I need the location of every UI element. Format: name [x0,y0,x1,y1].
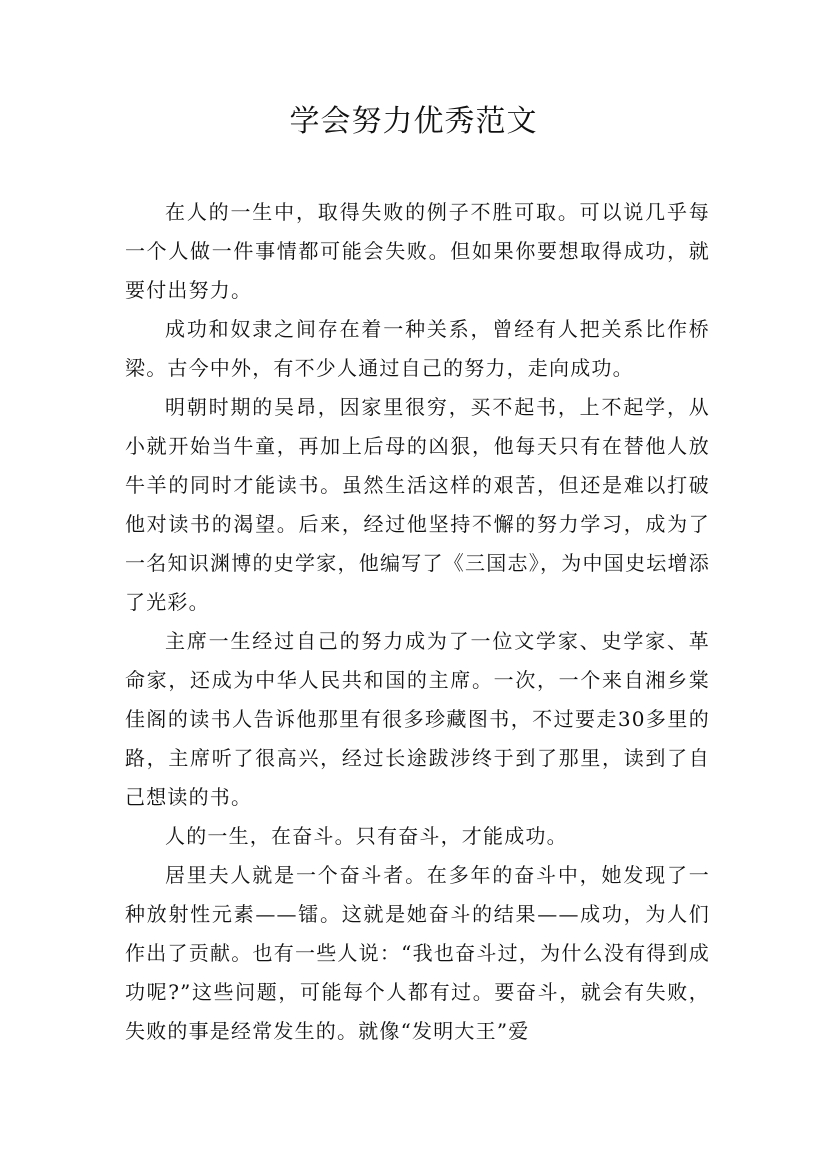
document-body [125,193,710,1051]
paragraph: 明朝时期的吴昂，因家里很穷，买不起书，上不起学，从小就开始当牛童，再加上后母的凶狠，他每天只有在替他人放牛羊的同时才能读书。虽然生活这样的艰苦，但还是难以打破他对读书的渴望。后来，经过他坚持不懈的努力学习，成为了一名知识渊博的史学家，他编写了《三国志》，为中国史坛增添了光彩。 [125,395,710,614]
paragraph: 主席一生经过自己的努力成为了一位文学家、史学家、革命家，还成为中华人民共和国的主席。一次，一个来自湘乡棠佳阁的读书人告诉他那里有很多珍藏图书，不过要走30多里的路，主席听了很高兴，经过长途跋涉终于到了那里，读到了自己想读的书。 [125,629,710,809]
paragraph: 在人的一生中，取得失败的例子不胜可取。可以说几乎每一个人做一件事情都可能会失败。但如果你要想取得成功，就要付出努力。 [125,200,710,302]
paragraph: 居里夫人就是一个奋斗者。在多年的奋斗中，她发现了一种放射性元素——镭。这就是她奋斗的结果——成功，为人们作出了贡献。也有一些人说：“我也奋斗过，为什么没有得到成功呢?”这些问题，可能每个人都有过。要奋斗，就会有失败，失败的事是经常发生的。就像“发明大王”爱 [125,863,710,1043]
document-title: 学会努力优秀范文 [289,104,538,139]
paragraph: 成功和奴隶之间存在着一种关系，曾经有人把关系比作桥梁。古今中外，有不少人通过自己的努力，走向成功。 [125,317,710,380]
paragraph: 人的一生，在奋斗。只有奋斗，才能成功。 [165,824,568,848]
